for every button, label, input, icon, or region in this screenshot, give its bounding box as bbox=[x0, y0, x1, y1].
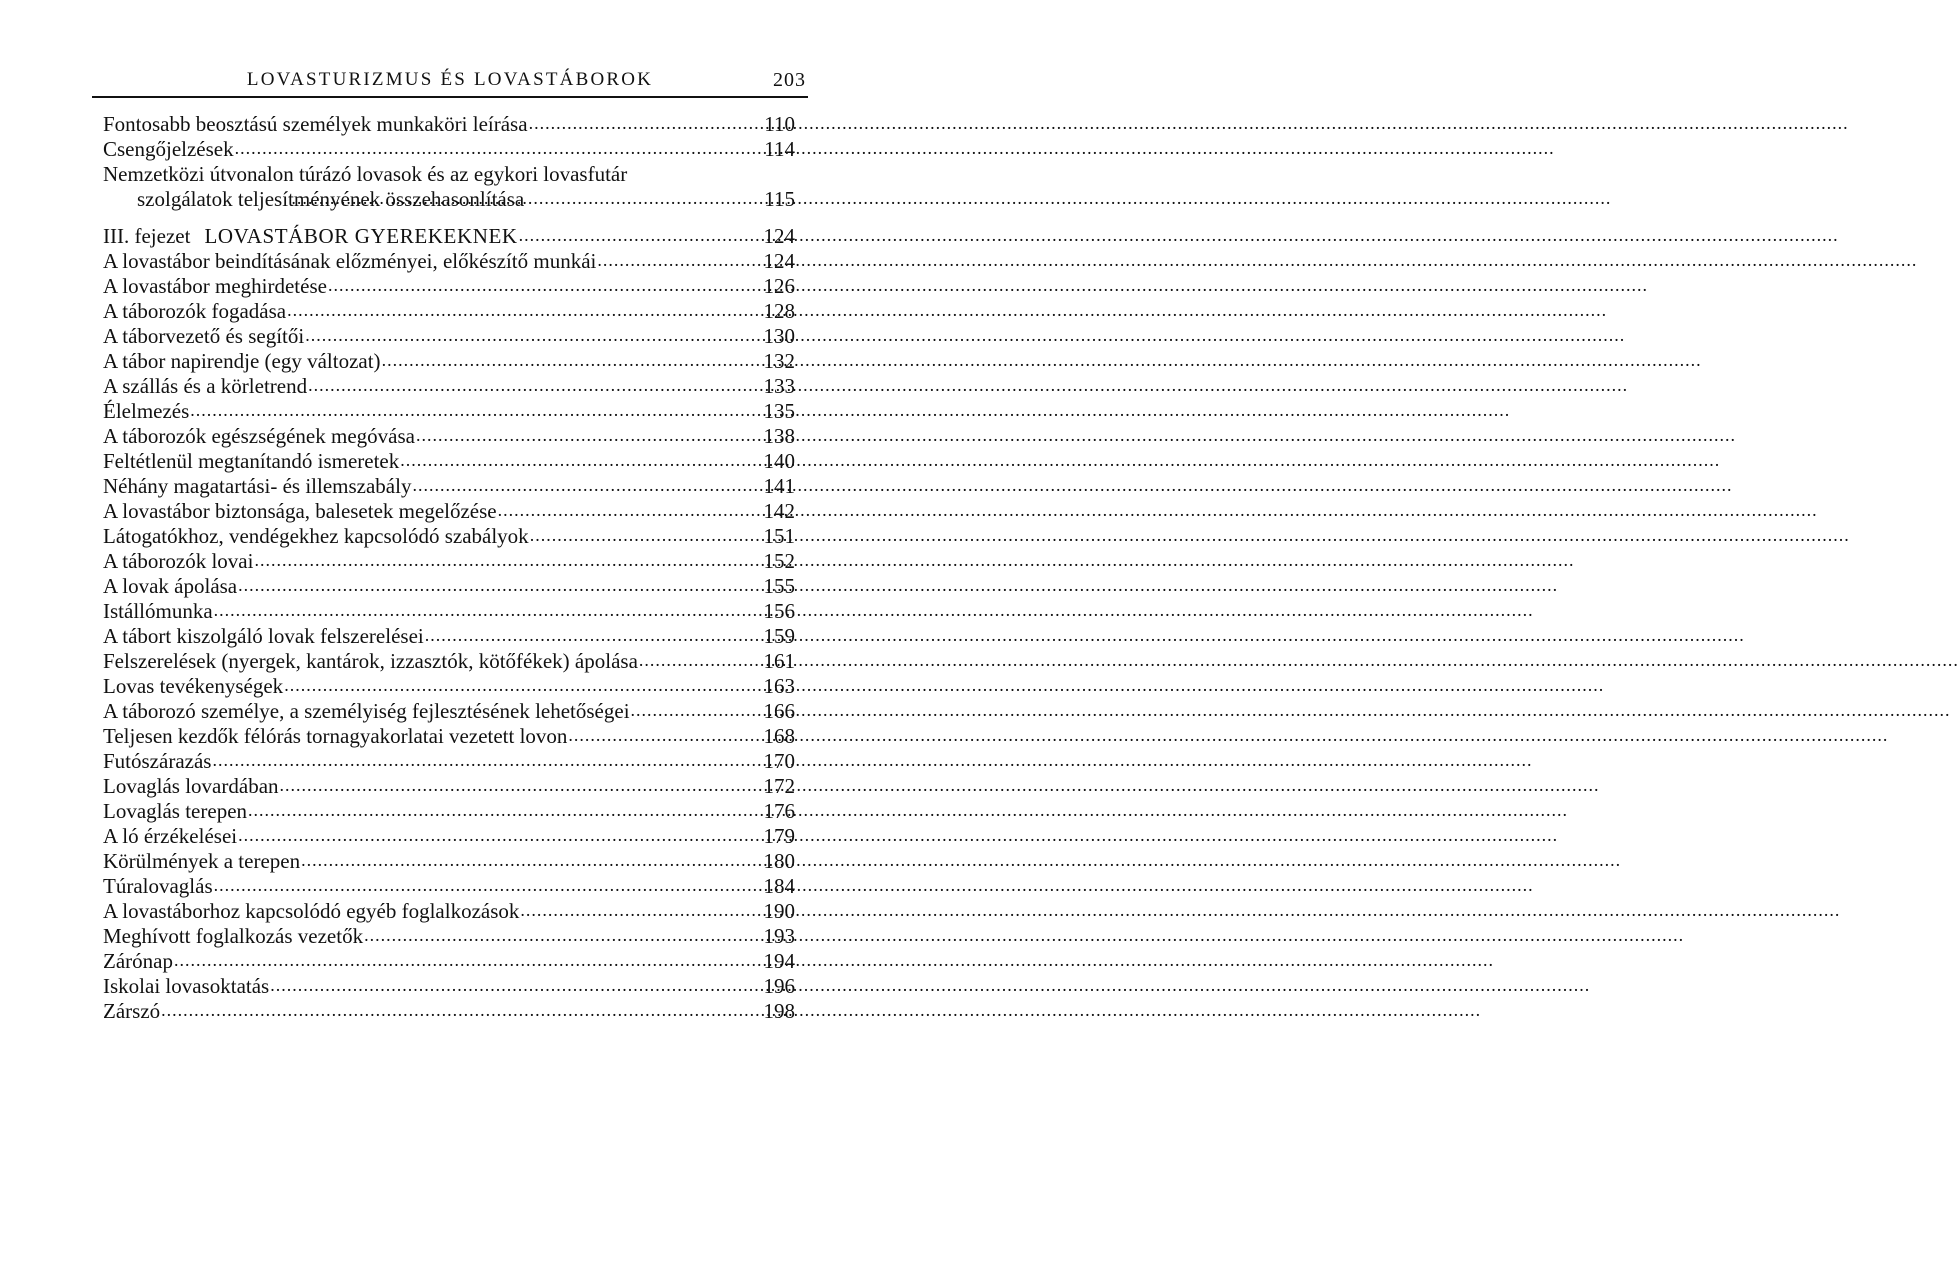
toc-entry bbox=[103, 699, 795, 724]
toc-entry bbox=[103, 399, 795, 424]
dot-leader bbox=[519, 224, 763, 246]
toc-entry-page: 170 bbox=[763, 749, 795, 773]
toc-entry-title: Lovaglás lovardában bbox=[103, 774, 279, 798]
dot-leader bbox=[328, 274, 763, 296]
dot-leader bbox=[529, 112, 764, 134]
toc-entry-title: Nemzetközi útvonalon túrázó lovasok és az egykori lovasfutár bbox=[103, 162, 628, 186]
dot-leader bbox=[639, 649, 763, 671]
toc-entry bbox=[103, 299, 795, 324]
toc-entry-page: 166 bbox=[763, 699, 795, 723]
toc-entry-title: A táborozók lovai bbox=[103, 549, 254, 573]
toc-entry-title: A ló érzékelései bbox=[103, 824, 238, 848]
toc-entry bbox=[103, 799, 795, 824]
toc-entry bbox=[103, 499, 795, 524]
toc-entry-title: Felszerelések (nyergek, kantárok, izzasztók, kötőfékek) ápolása bbox=[103, 649, 638, 673]
dot-leader bbox=[530, 524, 763, 546]
toc-entry-page: 152 bbox=[763, 549, 795, 573]
toc-entry bbox=[103, 899, 795, 924]
dot-leader bbox=[400, 449, 762, 471]
toc-entry-page: 130 bbox=[763, 324, 795, 348]
toc-entry-page: 114 bbox=[764, 137, 795, 161]
toc-entry-title: Teljesen kezdők félórás tornagyakorlatai vezetett lovon bbox=[103, 724, 568, 748]
toc-entry-title: Zárónap bbox=[103, 949, 173, 973]
toc-entry bbox=[103, 112, 795, 137]
toc-entry-page: 198 bbox=[763, 999, 795, 1023]
toc-entry-title: Futószárazás bbox=[103, 749, 212, 773]
toc-entry-title-continuation: szolgálatok teljesítményének összehasonlítása bbox=[137, 187, 525, 211]
toc-entry-page: 193 bbox=[763, 924, 795, 948]
dot-leader bbox=[382, 349, 763, 371]
toc-entry-page: 163 bbox=[763, 674, 795, 698]
dot-leader bbox=[235, 137, 764, 159]
toc-entry-title-block bbox=[103, 162, 628, 212]
toc-entry-page: 142 bbox=[763, 499, 795, 523]
dot-leader bbox=[416, 424, 763, 446]
toc-entry-title: A lovastábor meghirdetése bbox=[103, 274, 327, 298]
toc-entry-title: Fontosabb beosztású személyek munkaköri leírása bbox=[103, 112, 528, 136]
dot-leader bbox=[254, 549, 762, 571]
dot-leader bbox=[498, 499, 763, 521]
page-number: 203 bbox=[773, 69, 806, 91]
dot-leader bbox=[270, 974, 762, 996]
toc-entry bbox=[103, 524, 795, 549]
dot-leader bbox=[248, 799, 762, 821]
toc-entry-page: 124 bbox=[763, 249, 795, 273]
toc-entry bbox=[103, 624, 795, 649]
toc-entry bbox=[103, 649, 795, 674]
toc-entry bbox=[103, 974, 795, 999]
page-header bbox=[92, 66, 808, 98]
toc-entry-page: 180 bbox=[763, 849, 795, 873]
toc-entry bbox=[103, 574, 795, 599]
toc-entry-title: A táborozók egészségének megóvása bbox=[103, 424, 415, 448]
toc-entry bbox=[103, 349, 795, 374]
toc-entry-page: 172 bbox=[763, 774, 795, 798]
toc-entry bbox=[103, 999, 795, 1024]
toc-entry-page: 196 bbox=[763, 974, 795, 998]
toc-entry bbox=[103, 774, 795, 799]
toc-entry-page: 194 bbox=[763, 949, 795, 973]
toc-entry bbox=[103, 949, 795, 974]
toc-entry bbox=[103, 549, 795, 574]
toc-entry-page: 141 bbox=[763, 474, 795, 498]
toc-entry-page: 161 bbox=[763, 649, 795, 673]
toc-entry-title: A táborvezető és segítői bbox=[103, 324, 305, 348]
toc-entry-title: Istállómunka bbox=[103, 599, 213, 623]
dot-leader bbox=[291, 187, 763, 209]
chapter-heading bbox=[103, 224, 795, 249]
toc-entry-title: A lovastáborhoz kapcsolódó egyéb foglalkozások bbox=[103, 899, 520, 923]
dot-leader bbox=[520, 899, 762, 921]
toc-entry-title: Lovas tevékenységek bbox=[103, 674, 284, 698]
dot-leader bbox=[364, 924, 762, 946]
toc-entry-title: A lovastábor beindításának előzményei, előkészítő munkái bbox=[103, 249, 597, 273]
toc-entry-page: 135 bbox=[763, 399, 795, 423]
dot-leader bbox=[301, 849, 762, 871]
dot-leader bbox=[212, 749, 762, 771]
toc-entry-page: 176 bbox=[763, 799, 795, 823]
dot-leader bbox=[597, 249, 762, 271]
dot-leader bbox=[412, 474, 762, 496]
toc-entry-title: Zárszó bbox=[103, 999, 161, 1023]
toc-entry bbox=[103, 824, 795, 849]
dot-leader bbox=[238, 824, 762, 846]
toc-entry bbox=[103, 274, 795, 299]
dot-leader bbox=[161, 999, 762, 1021]
dot-leader bbox=[284, 674, 762, 696]
running-title: LOVASTURIZMUS ÉS LOVASTÁBOROK bbox=[246, 69, 654, 90]
toc-entry bbox=[103, 724, 795, 749]
toc-entry-page: 132 bbox=[763, 349, 795, 373]
toc-entry bbox=[103, 924, 795, 949]
toc-entry-page: 110 bbox=[764, 112, 795, 136]
toc-entry-page: 168 bbox=[763, 724, 795, 748]
toc-entry-page: 140 bbox=[763, 449, 795, 473]
toc-entry-title: A lovak ápolása bbox=[103, 574, 238, 598]
toc-entry-page: 159 bbox=[763, 624, 795, 648]
toc-entry-page: 138 bbox=[763, 424, 795, 448]
toc-entry bbox=[103, 849, 795, 874]
toc-entry-page: 115 bbox=[764, 187, 795, 211]
dot-leader bbox=[214, 599, 763, 621]
dot-leader bbox=[174, 949, 763, 971]
toc-entry-page: 151 bbox=[763, 524, 795, 548]
toc-entry-page: 179 bbox=[763, 824, 795, 848]
chapter-page: 124 bbox=[763, 224, 795, 248]
toc-entry-title: Élelmezés bbox=[103, 399, 190, 423]
toc-entry-title: Körülmények a terepen bbox=[103, 849, 301, 873]
toc-entry-title: Túralovaglás bbox=[103, 874, 213, 898]
dot-leader bbox=[568, 724, 762, 746]
toc-entry-page: 156 bbox=[763, 599, 795, 623]
toc-entry-title: A tábort kiszolgáló lovak felszerelései bbox=[103, 624, 424, 648]
toc-entry-page: 184 bbox=[763, 874, 795, 898]
toc-entry-page: 155 bbox=[763, 574, 795, 598]
dot-leader bbox=[280, 774, 763, 796]
dot-leader bbox=[214, 874, 763, 896]
toc-entry bbox=[103, 424, 795, 449]
dot-leader bbox=[425, 624, 763, 646]
toc-entry-page: 128 bbox=[763, 299, 795, 323]
toc-entry-title: Csengőjelzések bbox=[103, 137, 234, 161]
toc-entry-title: Meghívott foglalkozás vezetők bbox=[103, 924, 364, 948]
toc-entry-page: 126 bbox=[763, 274, 795, 298]
dot-leader bbox=[308, 374, 762, 396]
toc-entry bbox=[103, 474, 795, 499]
toc-entry-title: Feltétlenül megtanítandó ismeretek bbox=[103, 449, 400, 473]
toc-entry bbox=[103, 674, 795, 699]
toc-entry-page: 133 bbox=[763, 374, 795, 398]
toc-entry-title: A lovastábor biztonsága, balesetek megelőzése bbox=[103, 499, 497, 523]
toc-entry bbox=[103, 874, 795, 899]
toc-entry bbox=[103, 449, 795, 474]
dot-leader bbox=[287, 299, 762, 321]
toc-entry-title: Látogatókhoz, vendégekhez kapcsolódó szabályok bbox=[103, 524, 529, 548]
toc-entry-title: A táborozó személye, a személyiség fejlesztésének lehetőségei bbox=[103, 699, 630, 723]
section-gap bbox=[103, 212, 795, 224]
dot-leader bbox=[190, 399, 762, 421]
toc-entry bbox=[103, 374, 795, 399]
chapter-heading-text bbox=[103, 224, 518, 249]
toc-entry-page: 190 bbox=[763, 899, 795, 923]
chapter-title: LOVASTÁBOR GYEREKEKNEK bbox=[204, 224, 518, 248]
toc-entry-title: Néhány magatartási- és illemszabály bbox=[103, 474, 412, 498]
chapter-entries bbox=[103, 249, 795, 1024]
toc-entry bbox=[103, 137, 795, 162]
toc-entry bbox=[103, 249, 795, 274]
toc-entry-title: A tábor napirendje (egy változat) bbox=[103, 349, 381, 373]
toc-entry bbox=[103, 162, 795, 212]
toc-entry-title: A táborozók fogadása bbox=[103, 299, 287, 323]
toc-entry-title: Lovaglás terepen bbox=[103, 799, 248, 823]
chapter-label: III. fejezet bbox=[103, 224, 191, 248]
toc-entry bbox=[103, 324, 795, 349]
dot-leader bbox=[305, 324, 762, 346]
toc-entry-title: Iskolai lovasoktatás bbox=[103, 974, 270, 998]
table-of-contents bbox=[103, 112, 795, 1024]
toc-entry bbox=[103, 749, 795, 774]
dot-leader bbox=[238, 574, 762, 596]
dot-leader bbox=[631, 699, 763, 721]
toc-entry-title: A szállás és a körletrend bbox=[103, 374, 308, 398]
toc-entry bbox=[103, 599, 795, 624]
